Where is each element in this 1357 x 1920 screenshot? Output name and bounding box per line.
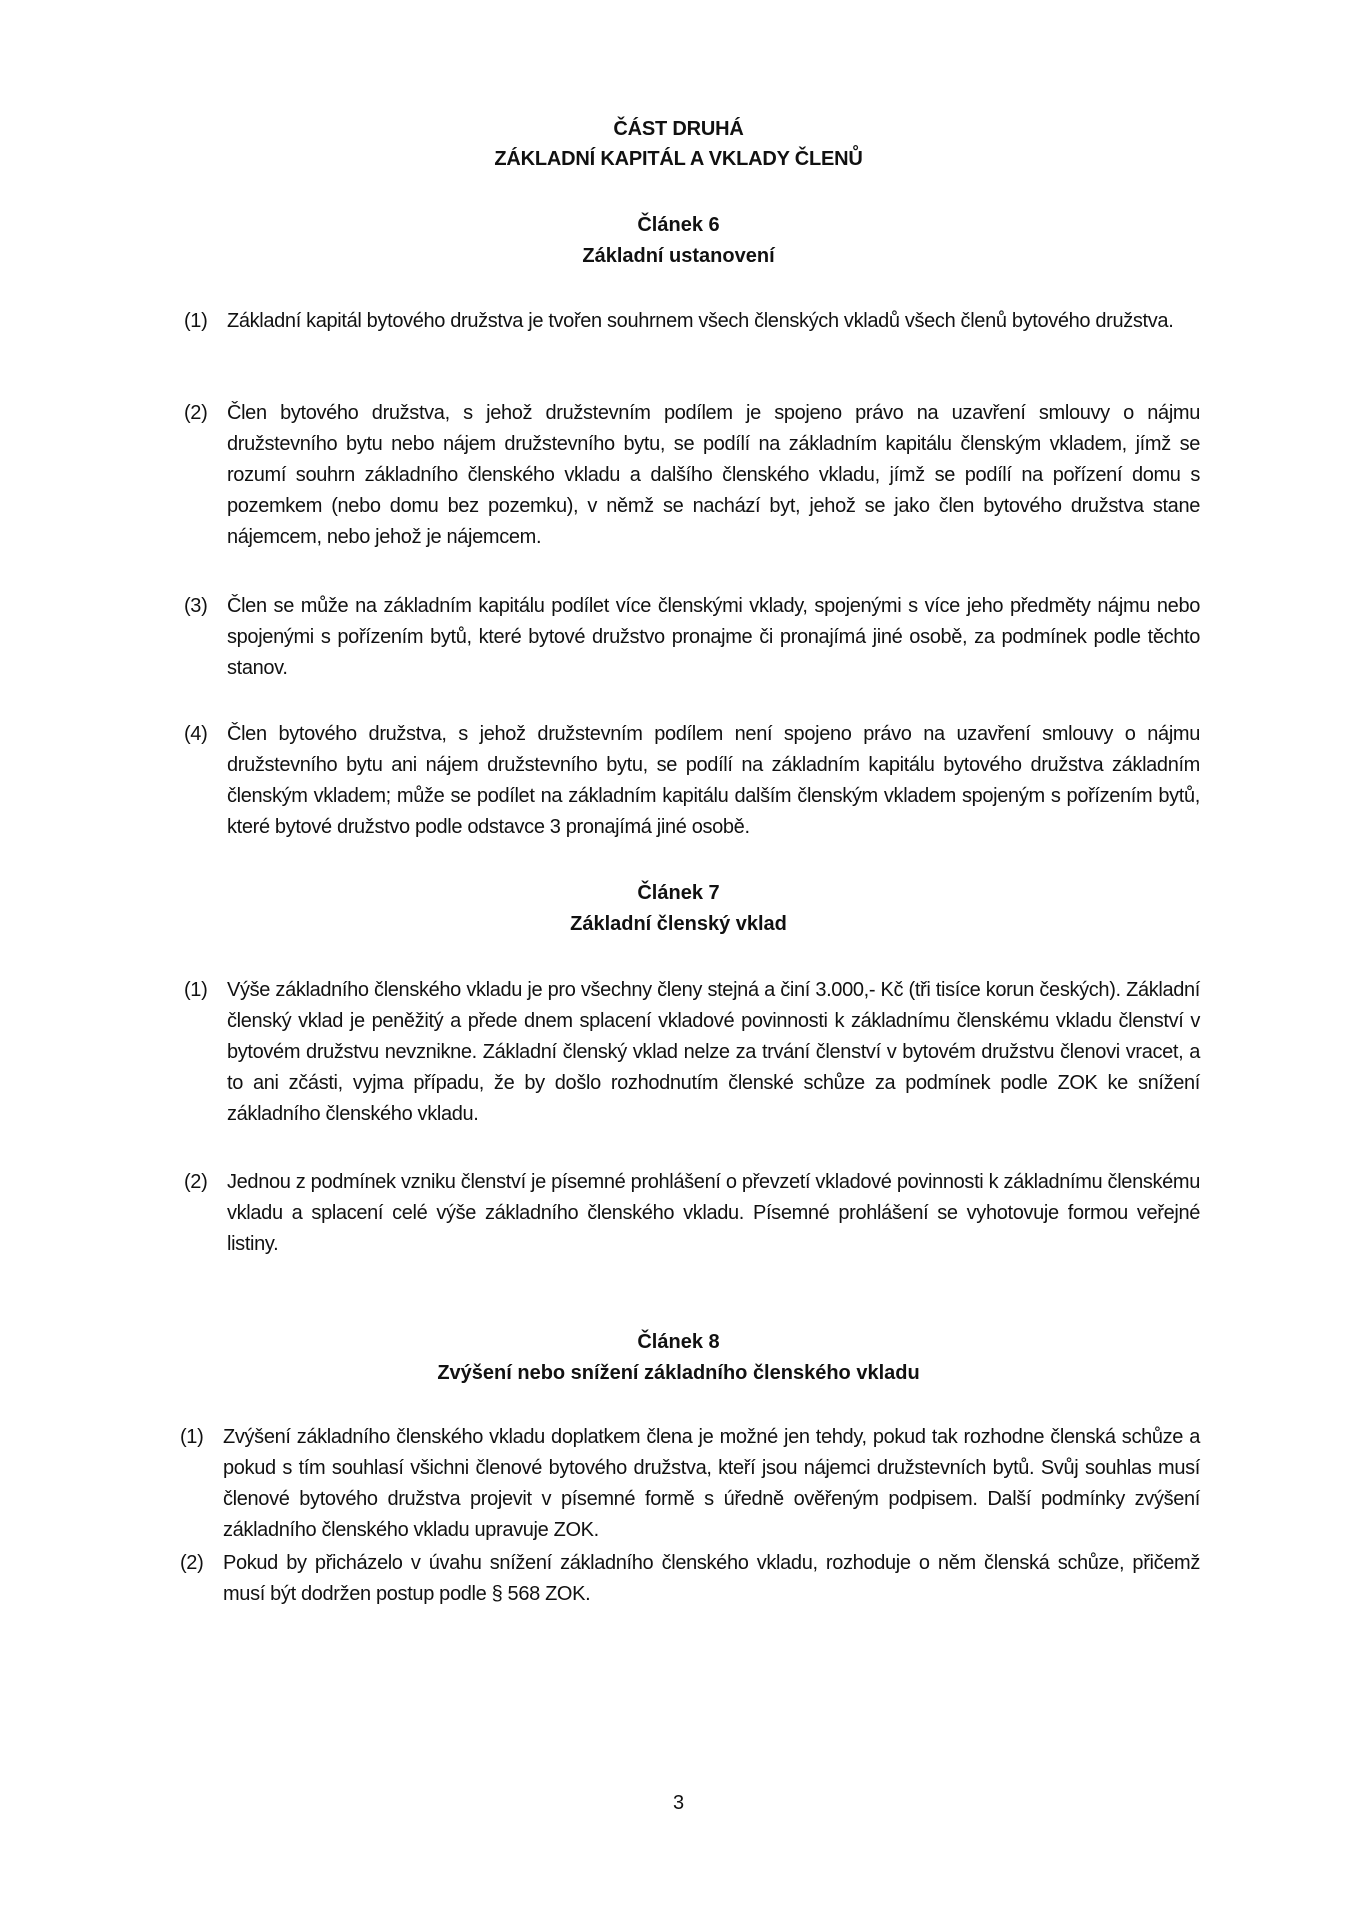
paragraph xyxy=(184,975,1200,1130)
article-8-heading xyxy=(0,1327,1357,1389)
paragraph-number: (1) xyxy=(184,979,208,1001)
paragraph-text: Člen bytového družstva, s jehož družstevním podílem není spojeno právo na uzavření smlouvy o nájmu družstevního bytu ani nájem družstevního bytu, se podílí na základním kapitálu bytového družstva základním členským vkladem; může se podílet na základním kapitálu dalším členským vkladem spojeným s pořízením bytů, které bytové družstvo podle odstavce 3 pronajímá jiné osobě. xyxy=(227,723,1200,838)
paragraph-number: (1) xyxy=(184,310,208,332)
paragraph xyxy=(184,1167,1200,1260)
article-title: Zvýšení nebo snížení základního členského vkladu xyxy=(437,1362,920,1384)
paragraph xyxy=(184,398,1200,553)
article-6-heading xyxy=(0,210,1357,272)
paragraph-text: Zvýšení základního členského vkladu doplatkem člena je možné jen tehdy, pokud tak rozhodne členská schůze a pokud s tím souhlasí všichni členové bytového družstva, kteří jsou nájemci družstevních bytů. Svůj souhlas musí členové bytového družstva projevit v písemné formě s úředně ověřeným podpisem. Další podmínky zvýšení základního členského vkladu upravuje ZOK. xyxy=(223,1426,1200,1541)
paragraph xyxy=(184,306,1200,337)
paragraph-number: (2) xyxy=(184,402,208,424)
paragraph-text: Základní kapitál bytového družstva je tvořen souhrnem všech členských vkladů všech členů bytového družstva. xyxy=(227,310,1174,332)
paragraph-number: (3) xyxy=(184,595,208,617)
paragraph-text: Pokud by přicházelo v úvahu snížení základního členského vkladu, rozhoduje o něm členská schůze, přičemž musí být dodržen postup podle § 568 ZOK. xyxy=(223,1552,1200,1605)
paragraph-number: (4) xyxy=(184,723,208,745)
paragraph-number: (2) xyxy=(180,1552,204,1574)
part-title: ČÁST DRUHÁ xyxy=(613,118,744,140)
article-title: Základní členský vklad xyxy=(570,913,787,935)
paragraph-text: Jednou z podmínek vzniku členství je písemné prohlášení o převzetí vkladové povinnosti k základnímu členskému vkladu a splacení celé výše základního členského vkladu. Písemné prohlášení se vyhotovuje formou veřejné listiny. xyxy=(227,1171,1200,1255)
page-number: 3 xyxy=(672,1792,685,1814)
paragraph-text: Člen bytového družstva, s jehož družstevním podílem je spojeno právo na uzavření smlouvy o nájmu družstevního bytu nebo nájem družstevního bytu, se podílí na základním kapitálu členským vkladem, jímž se rozumí souhrn základního členského vkladu a dalšího členského vkladu, jímž se podílí na pořízení domu s pozemkem (nebo domu bez pozemku), v němž se nachází byt, jehož se jako člen bytového družstva stane nájemcem, nebo jehož je nájemcem. xyxy=(227,402,1200,548)
paragraph-text: Člen se může na základním kapitálu podílet více členskými vklady, spojenými s více jeho předměty nájmu nebo spojenými s pořízením bytů, které bytové družstvo pronajme či pronajímá jiné osobě, za podmínek podle těchto stanov. xyxy=(227,595,1200,679)
paragraph-number: (1) xyxy=(180,1426,204,1448)
paragraph xyxy=(180,1422,1200,1546)
article-7-heading xyxy=(0,878,1357,940)
paragraph-text: Výše základního členského vkladu je pro všechny členy stejná a činí 3.000,- Kč (tři tisíce korun českých). Základní členský vklad je peněžitý a přede dnem splacení vkladové povinnosti k základnímu členskému vkladu členství v bytovém družstvu nevznikne. Základní členský vklad nelze za trvání členství v bytovém družstvu členovi vracet, a to ani zčásti, vyjma případu, že by došlo rozhodnutím členské schůze za podmínek podle ZOK ke snížení základního členského vkladu. xyxy=(227,979,1200,1125)
article-title: Základní ustanovení xyxy=(582,245,775,267)
paragraph xyxy=(184,719,1200,843)
article-number: Článek 8 xyxy=(637,1331,720,1353)
part-subtitle: ZÁKLADNÍ KAPITÁL A VKLADY ČLENŮ xyxy=(494,148,863,170)
article-number: Článek 6 xyxy=(637,214,720,236)
article-number: Článek 7 xyxy=(637,882,720,904)
paragraph-number: (2) xyxy=(184,1171,208,1193)
part-heading xyxy=(0,114,1357,174)
paragraph xyxy=(184,591,1200,684)
paragraph xyxy=(180,1548,1200,1610)
